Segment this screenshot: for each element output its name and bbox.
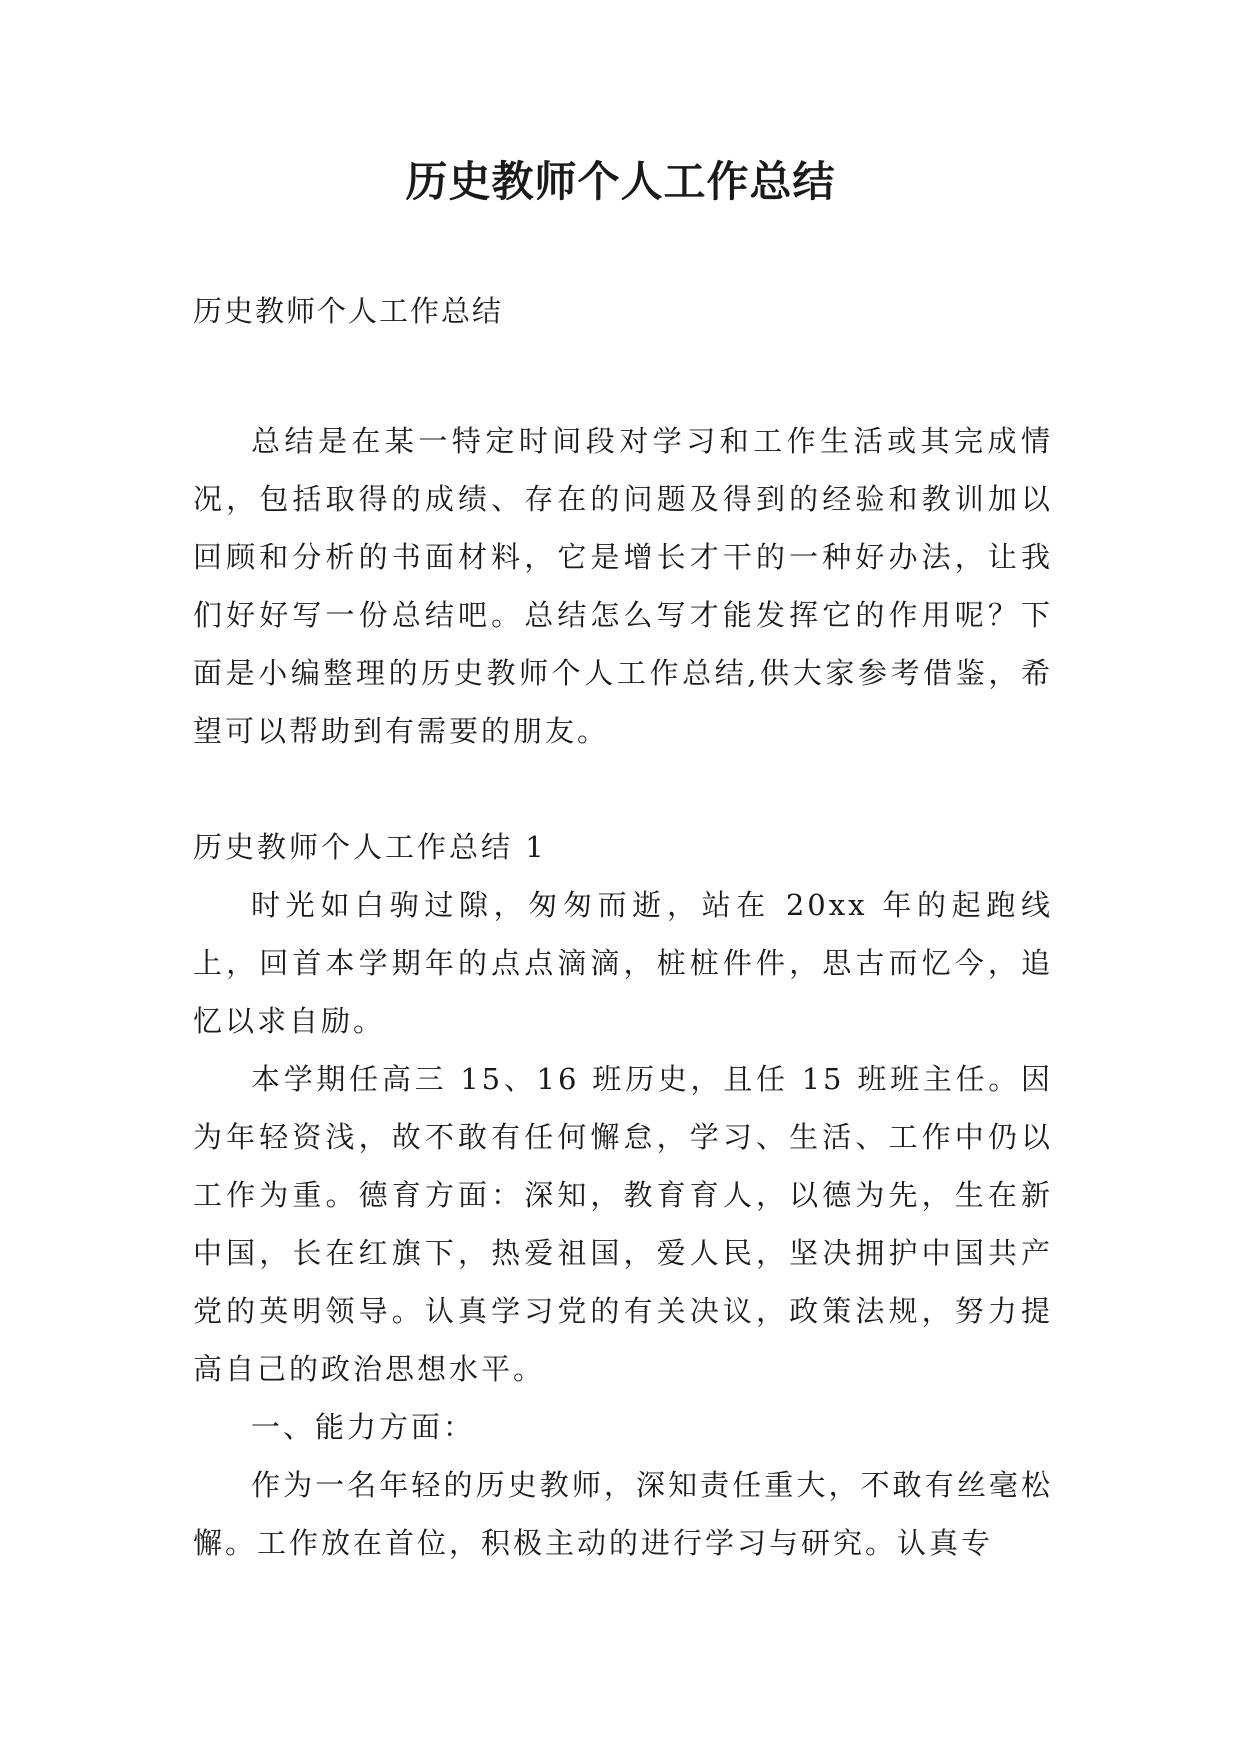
section-heading: 历史教师个人工作总结 1 xyxy=(193,830,547,864)
body-paragraph: 时光如白驹过隙，匆匆而逝，站在 20xx 年的起跑线上，回首本学期年的点点滴滴，桩桩件件，思古而忆今，追忆以求自励。 xyxy=(193,888,1053,1038)
body-paragraph: 作为一名年轻的历史教师，深知责任重大，不敢有丝毫松懈。工作放在首位，积极主动的进行学习与研究。认真专 xyxy=(193,1468,1053,1560)
document-title: 历史教师个人工作总结 xyxy=(405,157,836,206)
document-body xyxy=(193,412,1053,1572)
intro-paragraph: 总结是在某一特定时间段对学习和工作生活或其完成情况，包括取得的成绩、存在的问题及得到的经验和教训加以回顾和分析的书面材料，它是增长才干的一种好办法，让我们好好写一份总结吧。总结怎么写才能发挥它的作用呢？下面是小编整理的历史教师个人工作总结,供大家参考借鉴，希望可以帮助到有需要的朋友。 xyxy=(193,424,1053,748)
document-subtitle: 历史教师个人工作总结 xyxy=(193,294,504,328)
body-paragraph: 本学期任高三 15、16 班历史，且任 15 班班主任。因为年轻资浅，故不敢有任何懈怠，学习、生活、工作中仍以工作为重。德育方面：深知，教育育人，以德为先，生在新中国，长在红旗下，热爱祖国，爱人民，坚决拥护中国共产党的英明领导。认真学习党的有关决议，政策法规，努力提高自己的政治思想水平。 xyxy=(193,1062,1053,1386)
body-paragraph: 一、能力方面： xyxy=(251,1410,476,1444)
